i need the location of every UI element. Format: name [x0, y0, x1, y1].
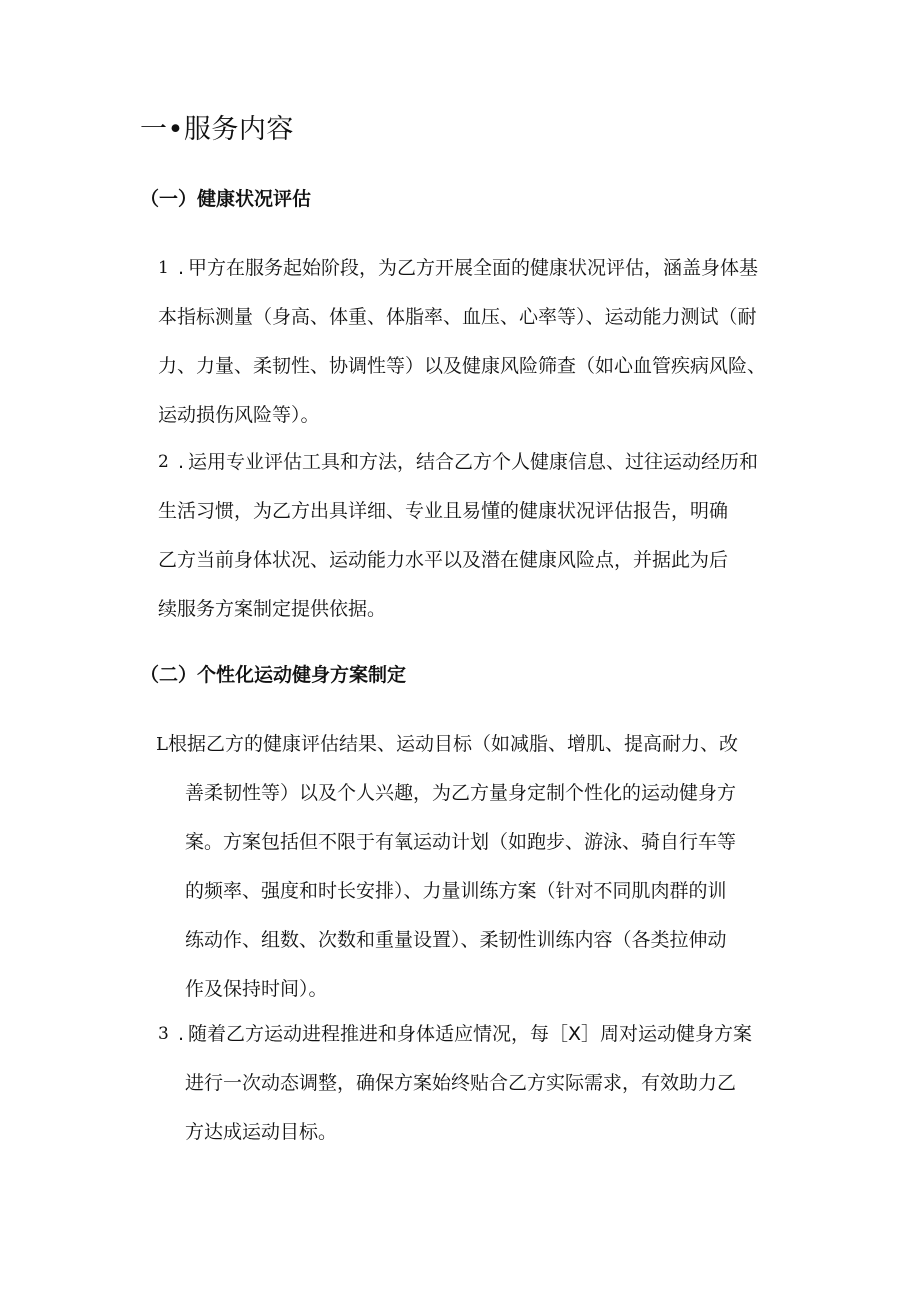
- paragraph-line: 作及保持时间）。: [185, 978, 328, 1000]
- paragraph-line: 甲方在服务起始阶段，为乙方开展全面的健康状况评估，涵盖身体基: [188, 257, 759, 279]
- paragraph-line: 续服务方案制定提供依据。: [158, 598, 387, 620]
- paragraph-item-1: [0, 244, 920, 444]
- paragraph-line: 练动作、组数、次数和重量设置）、柔韧性训练内容（各类拉伸动: [185, 929, 727, 951]
- paragraph-line: 根据乙方的健康评估结果、运动目标（如减脂、增肌、提高耐力、改: [168, 733, 739, 755]
- paragraph-line: 生活习惯，为乙方出具详细、专业且易懂的健康状况评估报告，明确: [158, 500, 729, 522]
- paragraph-line: 进行一次动态调整，确保方案始终贴合乙方实际需求，有效助力乙: [185, 1072, 737, 1094]
- item-number: L: [156, 734, 168, 755]
- subheading-custom-fitness-plan: （二）个性化运动健身方案制定: [140, 664, 407, 686]
- paragraph-line: 方达成运动目标。: [185, 1121, 338, 1143]
- item-separator: .: [178, 257, 185, 279]
- item-separator: .: [178, 1023, 185, 1045]
- paragraph-item-L: [0, 720, 920, 1020]
- paragraph-line: 运动损伤风险等）。: [158, 404, 320, 426]
- paragraph-line: 乙方当前身体状况、运动能力水平以及潜在健康风险点，并据此为后: [158, 549, 729, 571]
- item-number: 3: [158, 1024, 169, 1044]
- paragraph-line: 案。方案包括但不限于有氧运动计划（如跑步、游泳、骑自行车等: [185, 831, 737, 853]
- item-number: 2: [158, 452, 169, 472]
- paragraph-line: 运用专业评估工具和方法，结合乙方个人健康信息、过往运动经历和: [188, 451, 759, 473]
- paragraph-line: 随着乙方运动进程推进和身体适应情况，每［X］周对运动健身方案: [188, 1023, 753, 1045]
- paragraph-item-2: [0, 438, 920, 638]
- subheading-health-assessment: （一）健康状况评估: [140, 188, 312, 210]
- item-separator: .: [178, 451, 185, 473]
- paragraph-line: 本指标测量（身高、体重、体脂率、血压、心率等）、运动能力测试（耐: [158, 306, 757, 328]
- paragraph-line: 力、力量、柔韧性、协调性等）以及健康风险筛查（如心血管疾病风险、: [158, 355, 767, 377]
- section-title: 一•服务内容: [140, 114, 294, 145]
- item-number: 1: [158, 258, 169, 278]
- paragraph-line: 的频率、强度和时长安排）、力量训练方案（针对不同肌肉群的训: [185, 880, 727, 902]
- paragraph-item-3: [0, 1010, 920, 1170]
- paragraph-line: 善柔韧性等）以及个人兴趣，为乙方量身定制个性化的运动健身方: [185, 782, 737, 804]
